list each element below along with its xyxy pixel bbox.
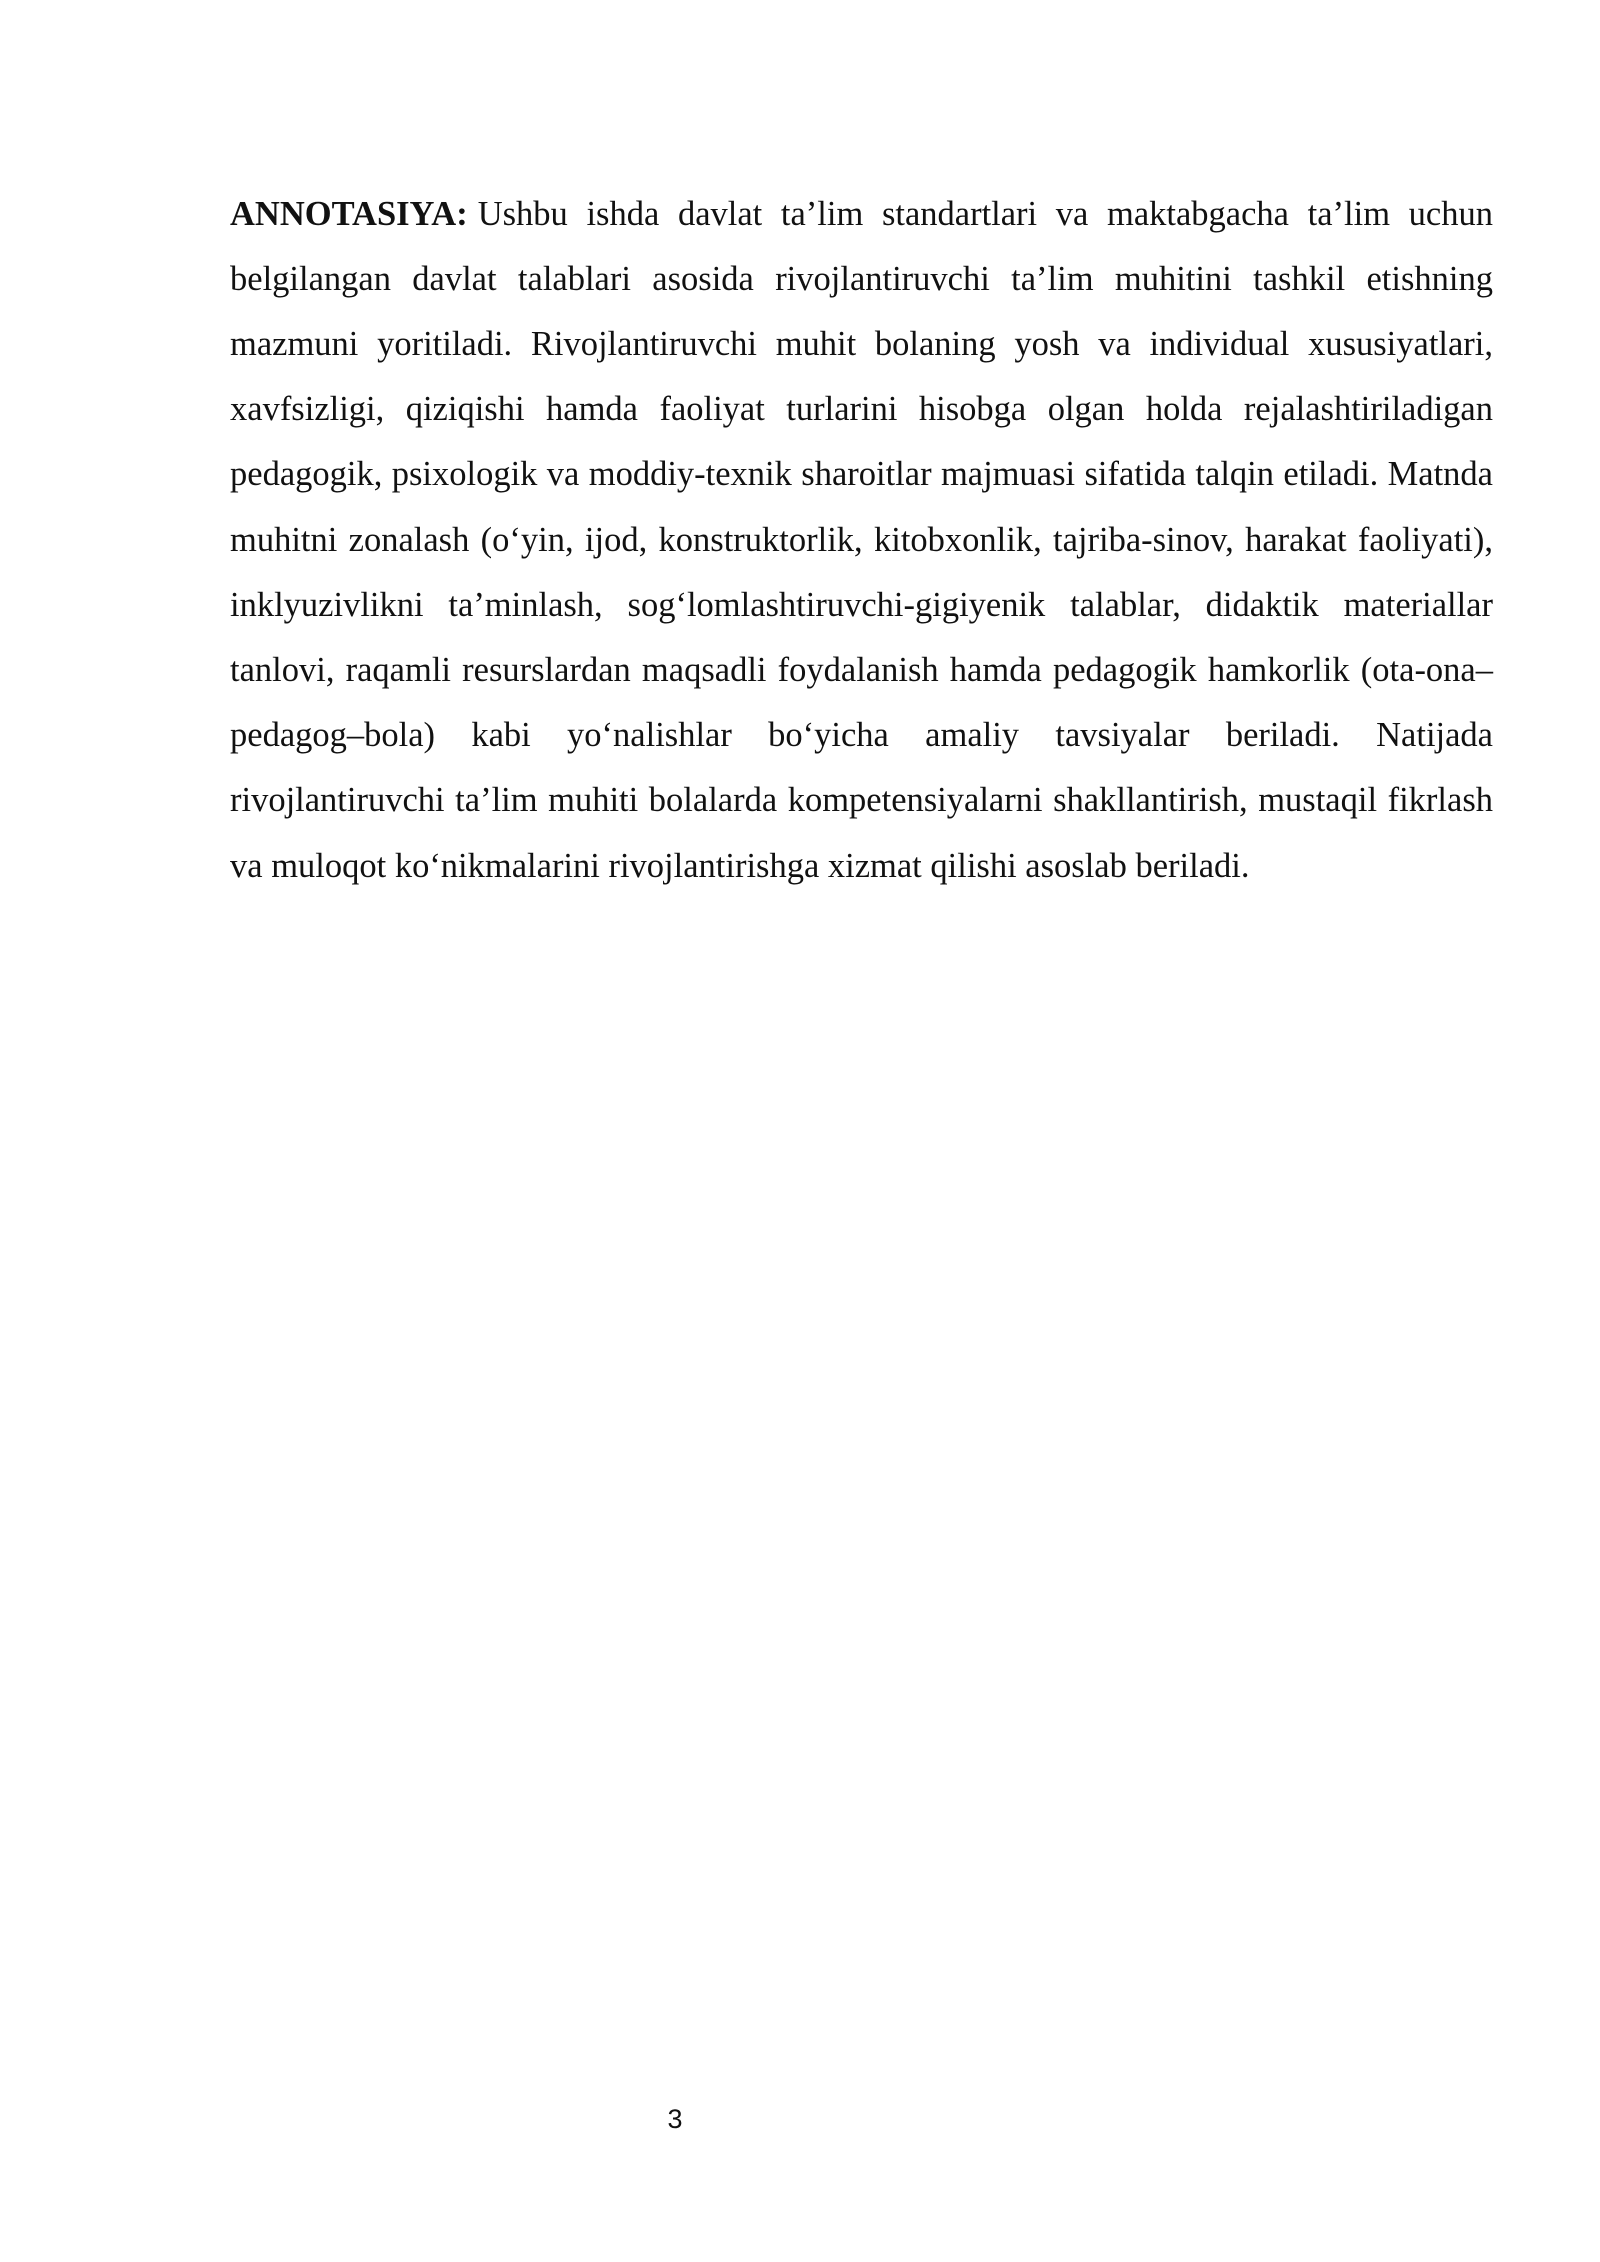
annotation-paragraph [230,182,1493,899]
annotation-heading: ANNOTASIYA: [230,194,468,233]
annotation-body-text: Ushbu ishda davlat ta’lim standartlari va maktabgacha ta’lim uchun belgilangan davlat talablari asosida rivojlantiruvchi ta’lim muhitini tashkil etishning mazmuni yoritiladi. Rivojlantiruvchi muhit bolaning yosh va individual xususiyatlari, xavfsizligi, qiziqishi hamda faoliyat turlarini hisobga olgan holda rejalashtiriladigan pedagogik, psixologik va moddiy-texnik sharoitlar majmuasi sifatida talqin etiladi. Matnda muhitni zonalash (o‘yin, ijod, konstruktorlik, kitobxonlik, tajriba-sinov, harakat faoliyati), inklyuzivlikni ta’minlash, sog‘lomlashtiruvchi-gigiyenik talablar, didaktik materiallar tanlovi, raqamli resurslardan maqsadli foydalanish hamda pedagogik hamkorlik (ota-ona–pedagog–bola) kabi yo‘nalishlar bo‘yicha amaliy tavsiyalar beriladi. Natijada rivojlantiruvchi ta’lim muhiti bolalarda kompetensiyalarni shakllantirish, mustaqil fikrlash va muloqot ko‘nikmalarini rivojlantirishga xizmat qilishi asoslab beriladi. [230,194,1493,885]
page-number: 3 [667,2104,683,2134]
